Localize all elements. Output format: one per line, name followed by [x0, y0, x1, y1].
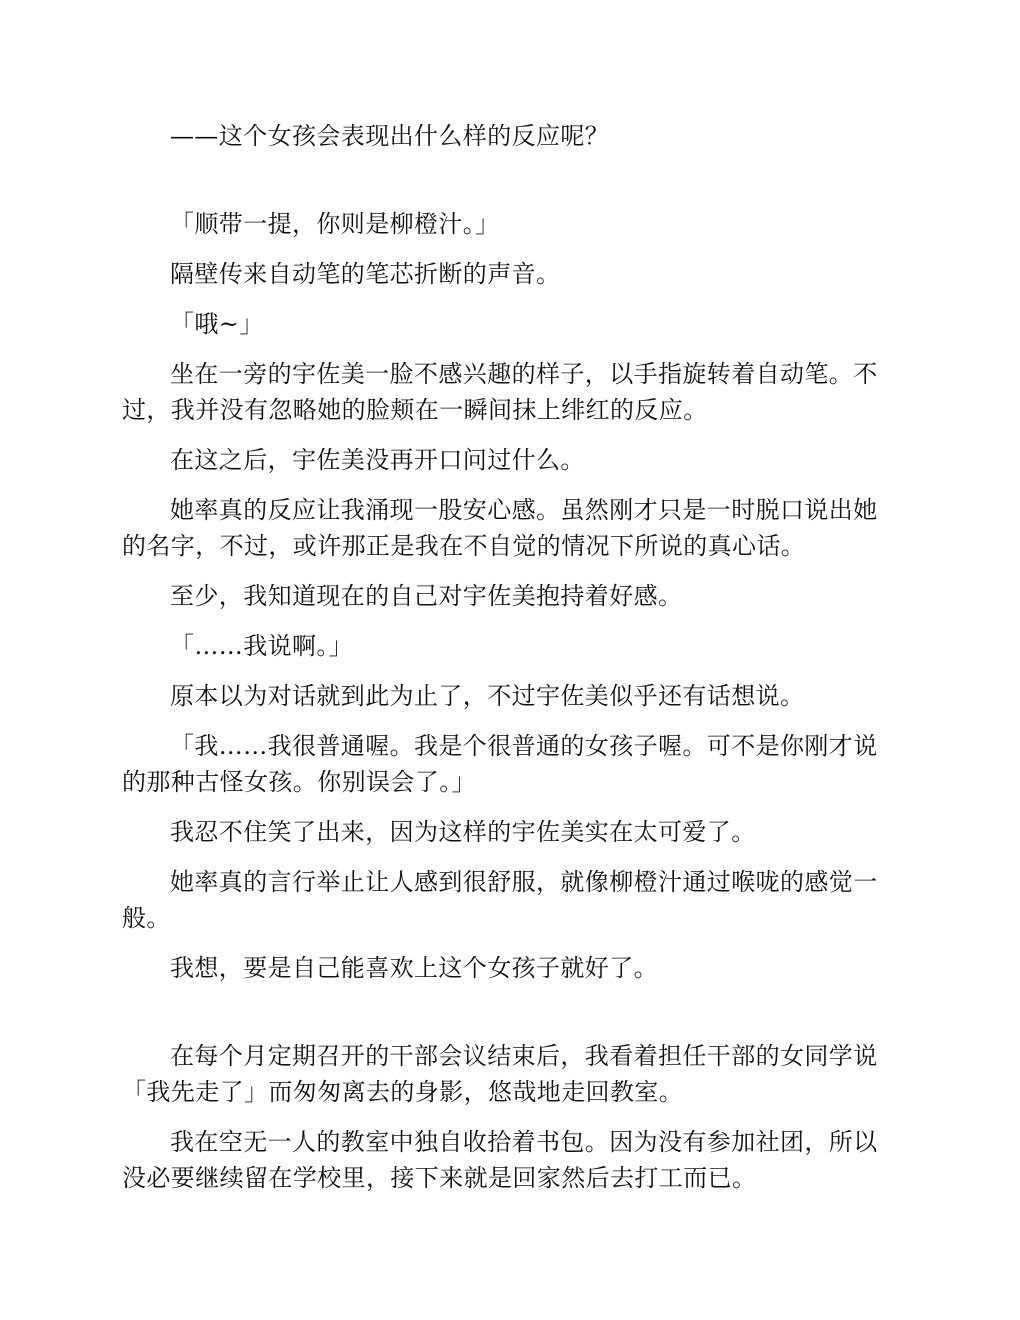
paragraph-9: 「……我说啊。」	[170, 632, 354, 660]
paragraph-15: 在每个月定期召开的干部会议结束后，我看着担任干部的女同学说「我先走了」而匆匆离去的身影，悠哉地走回教室。	[122, 1042, 878, 1106]
paragraph-gap	[122, 664, 898, 678]
paragraph-3: 隔壁传来自动笔的笔芯折断的声音。	[170, 260, 561, 288]
paragraph-gap	[122, 564, 898, 578]
paragraph-13: 她率真的言行举止让人感到很舒服，就像柳橙汁通过喉咙的感觉一般。	[122, 868, 878, 932]
paragraph-gap	[122, 714, 898, 728]
paragraph-11: 「我……我很普通喔。我是个很普通的女孩子喔。可不是你刚才说的那种古怪女孩。你别误会了。」	[122, 732, 878, 796]
paragraph-2: 「顺带一提，你则是柳橙汁。」	[170, 210, 500, 238]
paragraph-12: 我忍不住笑了出来，因为这样的宇佐美实在太可爱了。	[170, 818, 756, 846]
paragraph-6: 在这之后，宇佐美没再开口问过什么。	[170, 446, 585, 474]
paragraph-gap	[122, 936, 898, 950]
paragraph-gap	[122, 1110, 898, 1124]
paragraph-16: 我在空无一人的教室中独自收拾着书包。因为没有参加社团，所以没必要继续留在学校里，接下来就是回家然后去打工而已。	[122, 1128, 878, 1192]
paragraph-10: 原本以为对话就到此为止了，不过宇佐美似乎还有话想说。	[170, 682, 805, 710]
paragraph-4: 「哦~」	[170, 310, 264, 338]
paragraph-gap	[122, 850, 898, 864]
paragraph-8: 至少，我知道现在的自己对宇佐美抱持着好感。	[170, 582, 683, 610]
paragraph-5: 坐在一旁的宇佐美一脸不感兴趣的样子，以手指旋转着自动笔。不过，我并没有忽略她的脸颊在一瞬间抹上绯红的反应。	[122, 360, 878, 424]
paragraph-gap	[122, 242, 898, 256]
section-break	[122, 154, 898, 206]
paragraph-7: 她率真的反应让我涌现一股安心感。虽然刚才只是一时脱口说出她的名字，不过，或许那正是我在不自觉的情况下所说的真心话。	[122, 496, 878, 560]
paragraph-1: ——这个女孩会表现出什么样的反应呢？	[170, 122, 610, 150]
paragraph-gap	[122, 800, 898, 814]
text-body	[122, 118, 898, 1196]
paragraph-gap	[122, 614, 898, 628]
section-break	[122, 986, 898, 1038]
paragraph-gap	[122, 292, 898, 306]
paragraph-14: 我想，要是自己能喜欢上这个女孩子就好了。	[170, 954, 658, 982]
paragraph-gap	[122, 428, 898, 442]
paragraph-gap	[122, 342, 898, 356]
paragraph-gap	[122, 478, 898, 492]
